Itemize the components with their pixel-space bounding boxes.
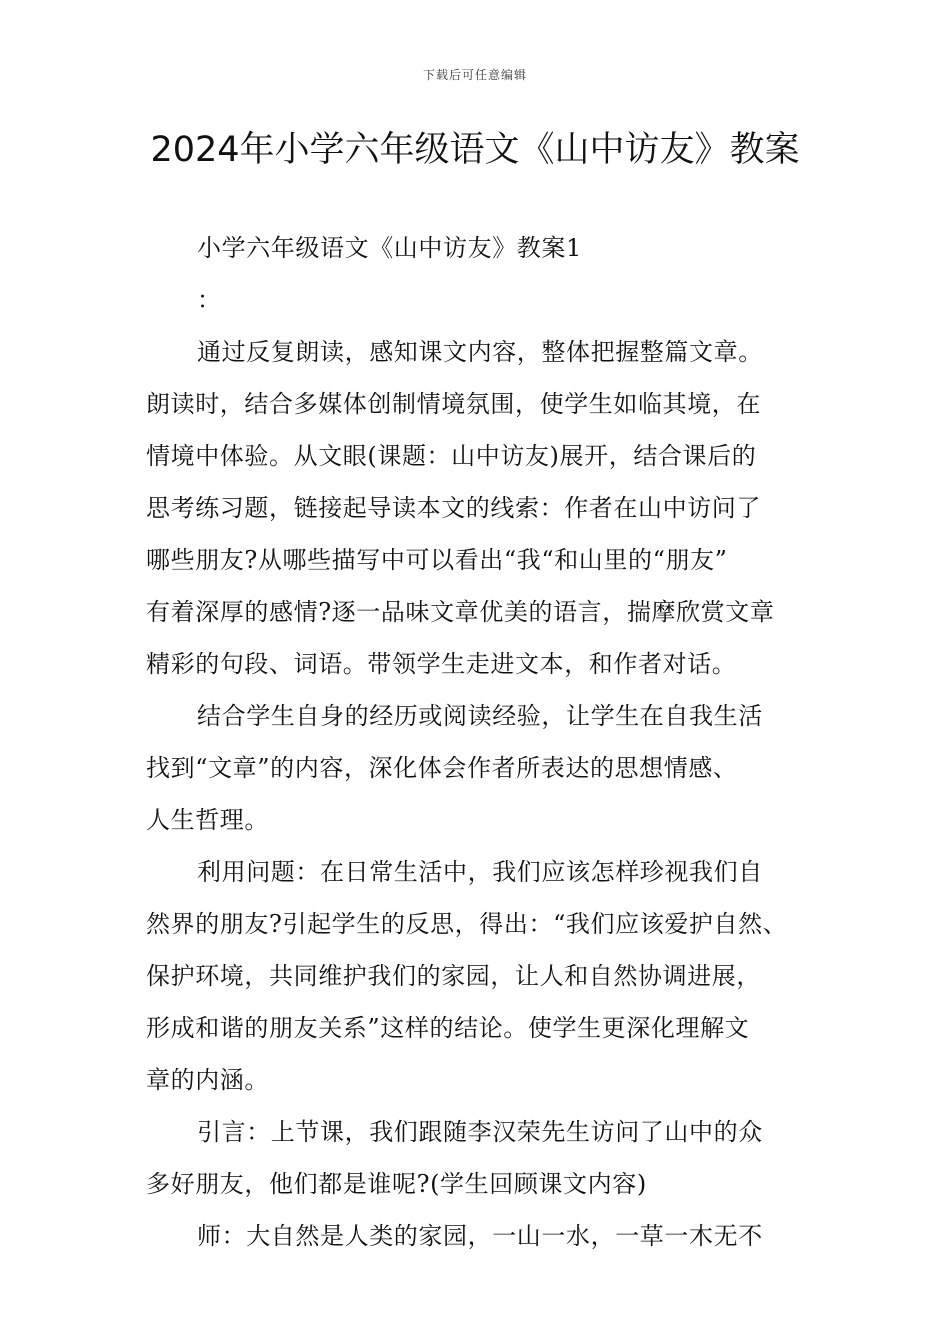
text-line: ： xyxy=(197,286,222,314)
paragraph-line: 有着深厚的感情?逐一品味文章优美的语言，揣摩欣赏文章 xyxy=(146,598,775,626)
paragraph-line: 思考练习题，链接起导读本文的线索：作者在山中访问了 xyxy=(146,494,761,522)
paragraph-line: 情境中体验。从文眼(课题：山中访友)展开，结合课后的 xyxy=(146,442,757,470)
page-header-note: 下载后可任意编辑 xyxy=(422,68,527,82)
paragraph-line: 利用问题：在日常生活中，我们应该怎样珍视我们自 xyxy=(197,858,763,886)
paragraph-line: 形成和谐的朋友关系”这样的结论。使学生更深化理解文 xyxy=(146,1014,750,1042)
paragraph-line: 找到“文章”的内容，深化体会作者所表达的思想情感、 xyxy=(146,754,738,782)
paragraph-line: 人生哲理。 xyxy=(146,806,269,834)
document-body xyxy=(146,222,826,1262)
paragraph-line: 保护环境，共同维护我们的家园，让人和自然协调进展， xyxy=(146,962,761,990)
paragraph-line: 结合学生自身的经历或阅读经验，让学生在自我生活 xyxy=(197,702,763,730)
paragraph-line: 章的内涵。 xyxy=(146,1066,269,1094)
paragraph-line: 师：大自然是人类的家园，一山一水，一草一木无不 xyxy=(197,1222,763,1250)
document-title: 2024年小学六年级语文《山中访友》教案 xyxy=(150,130,800,170)
paragraph-line: 精彩的句段、词语。带领学生走进文本，和作者对话。 xyxy=(146,650,737,678)
paragraph-line: 哪些朋友?从哪些描写中可以看出“我“和山里的“朋友” xyxy=(146,546,728,574)
section-heading: 小学六年级语文《山中访友》教案1 xyxy=(197,234,582,262)
paragraph-line: 引言：上节课，我们跟随李汉荣先生访问了山中的众 xyxy=(197,1118,763,1146)
paragraph-line: 多好朋友，他们都是谁呢?(学生回顾课文内容) xyxy=(146,1170,647,1198)
paragraph-line: 然界的朋友?引起学生的反思，得出：“我们应该爱护自然、 xyxy=(146,910,788,938)
paragraph-line: 通过反复朗读，感知课文内容，整体把握整篇文章。 xyxy=(197,338,763,366)
paragraph-line: 朗读时，结合多媒体创制情境氛围，使学生如临其境，在 xyxy=(146,390,761,418)
